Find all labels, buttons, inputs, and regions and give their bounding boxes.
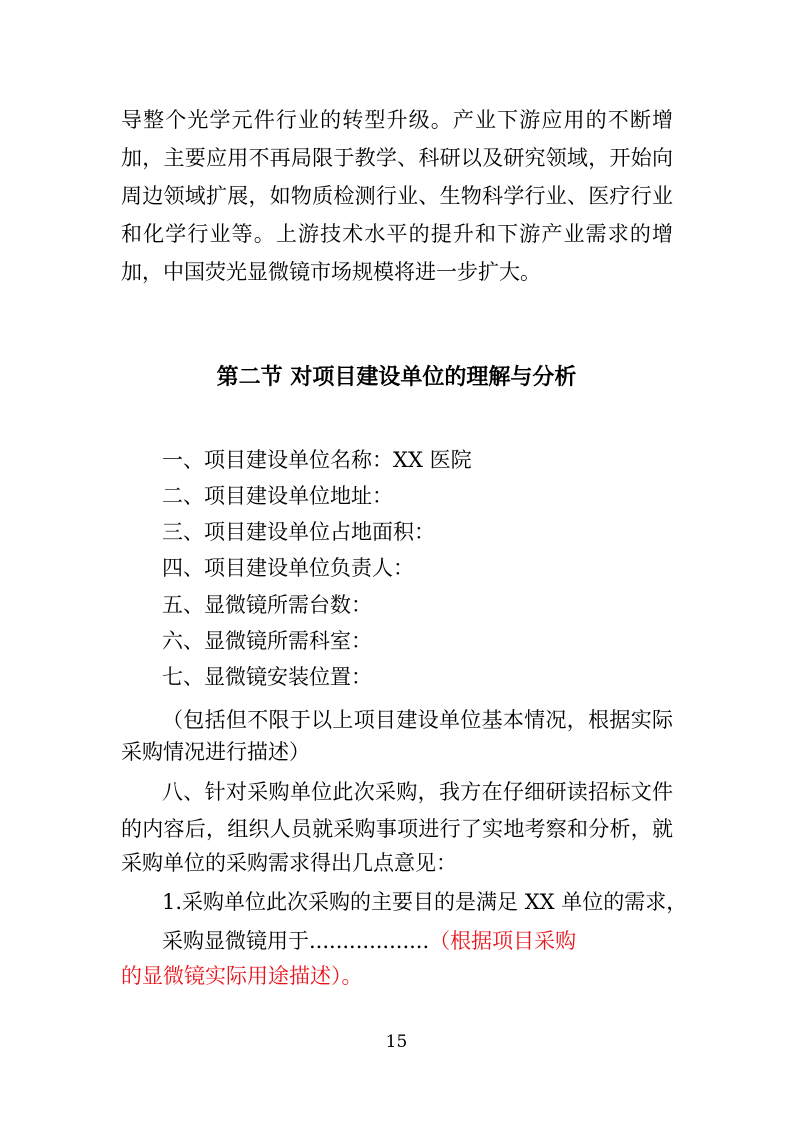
item-project-name: 一、项目建设单位名称：XX 医院: [162, 448, 472, 472]
item-project-address: 二、项目建设单位地址：: [162, 484, 393, 508]
note-line-2: 采购情况进行描述）: [121, 740, 310, 764]
point1-purpose-text: 采购显微镜用于..................: [162, 929, 430, 953]
point1-line-2: [162, 926, 673, 956]
point1-purpose-instruction: （根据项目采购: [429, 929, 577, 953]
item-microscope-count: 五、显微镜所需台数：: [162, 593, 372, 617]
item-project-leader: 四、项目建设单位负责人：: [162, 556, 414, 580]
intro-line-1: 导整个光学元件行业的转型升级。产业下游应用的不断增: [121, 108, 673, 132]
intro-line-3: 周边领域扩展，如物质检测行业、生物科学行业、医疗行业: [121, 184, 673, 208]
point1-line-1: 1.采购单位此次采购的主要目的是满足 XX 单位的需求，: [162, 890, 688, 914]
item-project-area: 三、项目建设单位占地面积：: [162, 520, 435, 544]
item8-line-3: 采购单位的采购需求得出几点意见：: [121, 851, 457, 875]
item8-line-1: 八、针对采购单位此次采购，我方在仔细研读招标文件: [162, 780, 673, 804]
note-line-1: （包括但不限于以上项目建设单位基本情况，根据实际: [162, 708, 673, 732]
intro-line-4: 和化学行业等。上游技术水平的提升和下游产业需求的增: [121, 222, 673, 246]
item-microscope-department: 六、显微镜所需科室：: [162, 629, 372, 653]
item-microscope-location: 七、显微镜安装位置：: [162, 665, 372, 689]
page-number: 15: [385, 1032, 408, 1052]
item8-line-2: 的内容后，组织人员就采购事项进行了实地考察和分析，就: [121, 817, 673, 841]
intro-line-5: 加，中国荧光显微镜市场规模将进一步扩大。: [121, 260, 541, 284]
intro-line-2: 加，主要应用不再局限于教学、科研以及研究领域，开始向: [121, 146, 673, 170]
section-heading: 第二节 对项目建设单位的理解与分析: [216, 365, 577, 390]
point1-line-3: 的显微镜实际用途描述）。: [121, 964, 363, 988]
